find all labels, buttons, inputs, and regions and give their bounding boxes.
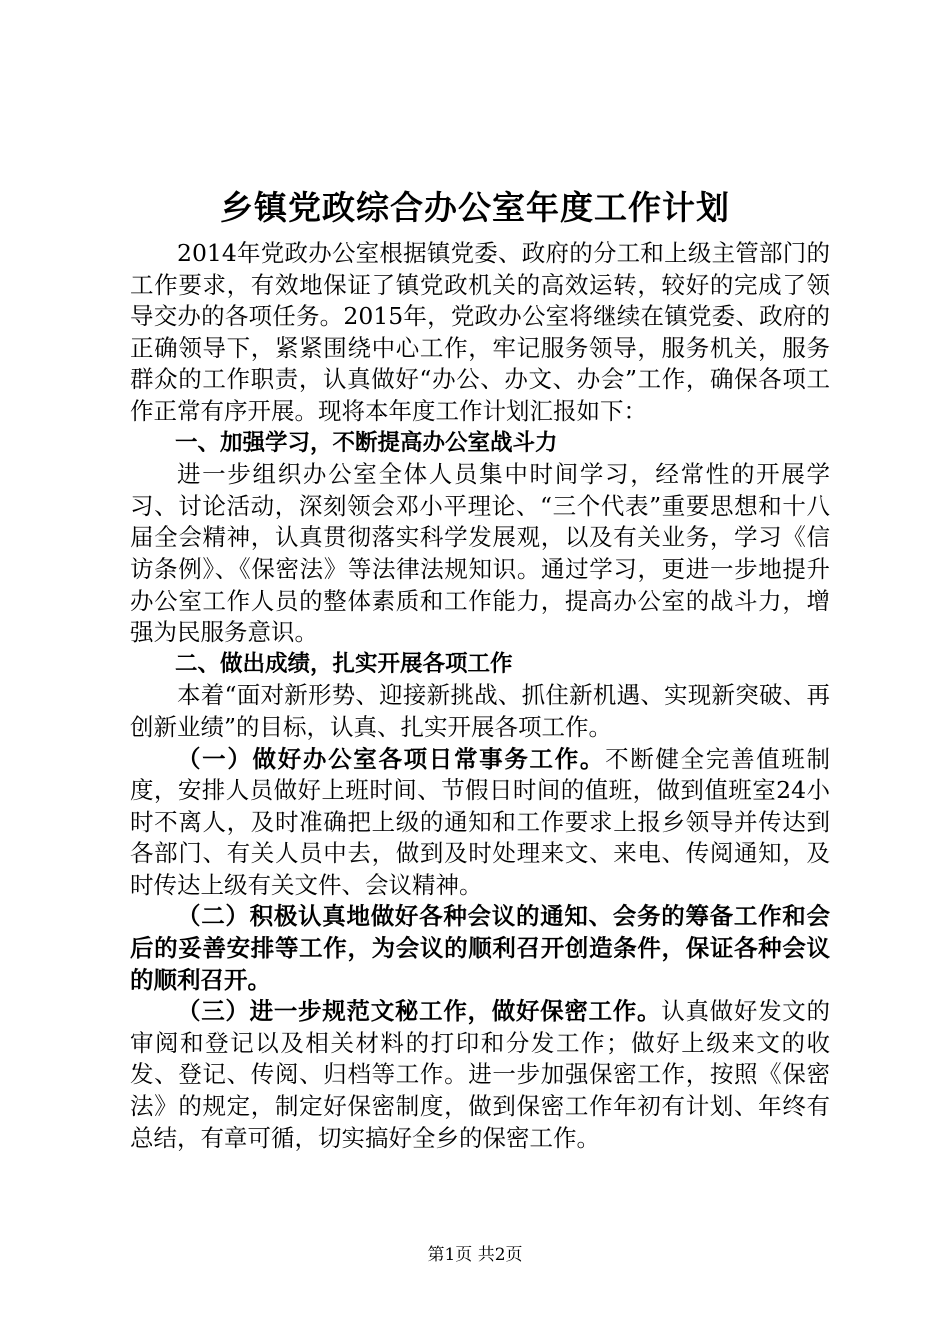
item-body-1: 不断健全完善值班制度，安排人员做好上班时间、节假日时间的值班，做到值班室24小时不离人，及时准确把上级的通知和工作要求上报乡领导并传达到各部门、有关人员中去，做到及时处理来文、来电、传阅通知，及时传达上级有关文件、会议精神。 [130,744,831,899]
section-paragraph-1: 进一步组织办公室全体人员集中时间学习，经常性的开展学习、讨论活动，深刻领会邓小平理论、“三个代表”重要思想和十八届全会精神，认真贯彻落实科学发展观，以及有关业务，学习《信访条例》、《保密法》等法律法规知识。通过学习，更进一步地提升办公室工作人员的整体素质和工作能力，提高办公室的战斗力，增强为民服务意识。 [130,460,830,647]
item-lead-1: （一）做好办公室各项日常事务工作。 [177,744,606,773]
item-paragraph-2: （二）积极认真地做好各种会议的通知、会务的筹备工作和会后的妥善安排等工作，为会议的顺利召开创造条件，保证各种会议的顺利召开。 [130,902,830,994]
section-paragraph-2: 本着“面对新形势、迎接新挑战、抓住新机遇、实现新突破、再创新业绩”的目标，认真、扎实开展各项工作。 [130,681,830,741]
item-paragraph-1 [130,744,830,902]
section-heading-1: 一、加强学习，不断提高办公室战斗力 [175,429,558,456]
intro-paragraph: 2014年党政办公室根据镇党委、政府的分工和上级主管部门的工作要求，有效地保证了镇党政机关的高效运转，较好的完成了领导交办的各项任务。2015年，党政办公室将继续在镇党委、政府的正确领导下，紧紧围绕中心工作，牢记服务领导，服务机关，服务群众的工作职责，认真做好“办公、办文、办会”工作，确保各项工作正常有序开展。现将本年度工作计划汇报如下： [130,239,830,425]
item-lead-3: （三）进一步规范文秘工作，做好保密工作。 [177,997,662,1026]
item-body-3: 认真做好发文的审阅和登记以及相关材料的打印和分发工作；做好上级来文的收发、登记、传阅、归档等工作。进一步加强保密工作，按照《保密法》的规定，制定好保密制度，做到保密工作年初有计划、年终有总结，有章可循，切实搞好全乡的保密工作。 [130,997,831,1152]
item-paragraph-3 [130,996,830,1154]
document-title: 乡镇党政综合办公室年度工作计划 [220,188,730,227]
page-number-footer: 第1页 共2页 [427,1245,523,1265]
section-heading-2: 二、做出成绩，扎实开展各项工作 [175,650,513,677]
document-body [130,238,830,1154]
